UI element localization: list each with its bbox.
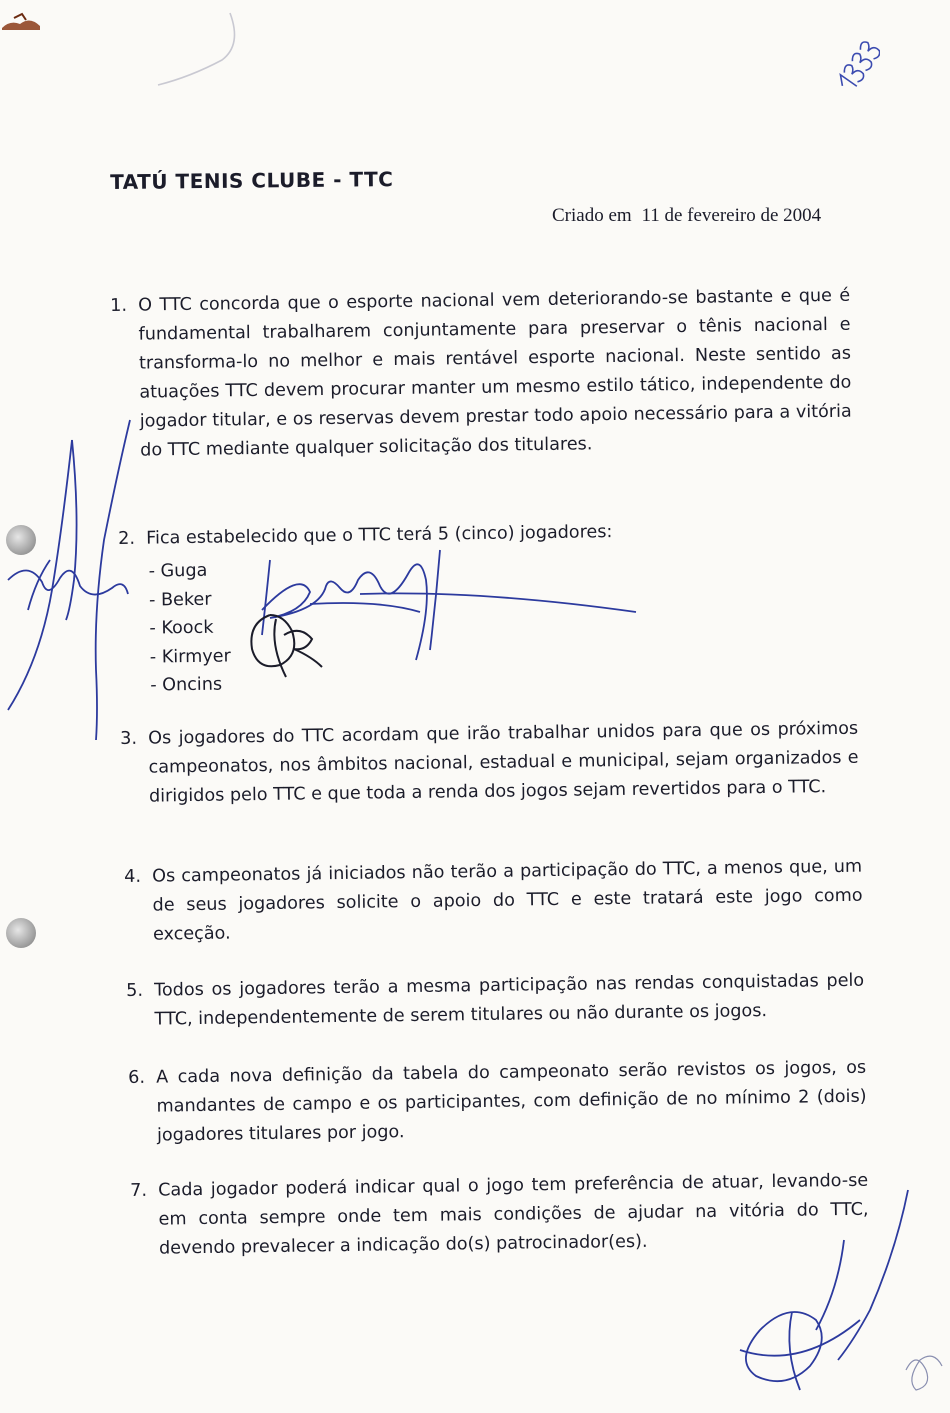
clause-4: [124, 853, 863, 950]
clause-7: [130, 1167, 869, 1264]
clause-number: 2.: [118, 528, 136, 549]
clause-text: Cada jogador poderá indicar qual o jogo tem preferência de atuar, levando-se em conta sempre onde tem mais condições de ajudar na vitória do TTC, devendo prevalecer a indicação do(s) patrocinador(es).: [158, 1170, 869, 1259]
clause-5: [126, 967, 865, 1035]
clause-number: 6.: [128, 1067, 146, 1088]
clause-number: 3.: [120, 728, 138, 749]
scan-artifact: [0, 10, 42, 32]
clause-2: [118, 517, 680, 700]
punch-hole: [6, 525, 36, 555]
clause-number: 4.: [124, 866, 142, 887]
clause-text: Os campeonatos já iniciados não terão a participação do TTC, a menos que, um de seus jogadores solicite o apoio do TTC e este tratará este jogo como exceção.: [152, 856, 863, 945]
player-item: - Guga: [148, 550, 678, 586]
document-title: TATÚ TENIS CLUBE - TTC: [110, 167, 394, 194]
player-item: - Koock: [149, 607, 679, 643]
clause-6: [128, 1054, 867, 1151]
clause-3: [120, 715, 859, 812]
clause-text: O TTC concorda que o esporte nacional vem deteriorando-se bastante e que é fundamental trabalharem conjuntamente para preservar o tênis nacional e transforma-lo no melhor e mais rentável esporte nacional. Neste sentido as atuações TTC devem procurar manter um mesmo estilo tático, independente do jogador titular, e os reservas devem prestar todo apoio necessário para a vitória do TTC mediante qualquer solicitação dos titulares.: [138, 285, 852, 461]
faint-stroke: [150, 5, 260, 90]
clause-number: 5.: [126, 980, 144, 1001]
creation-date-value: 11 de fevereiro de 2004: [641, 205, 822, 226]
handwritten-page-number-mark: [825, 40, 880, 95]
clause-text: Fica estabelecido que o TTC terá 5 (cinco) jogadores:: [146, 522, 613, 549]
clause-number: 1.: [110, 295, 128, 316]
player-item: - Kirmyer: [150, 636, 680, 672]
creation-date: [552, 205, 826, 227]
clause-text: Todos os jogadores terão a mesma participação nas rendas conquistadas pelo TTC, independentemente de serem titulares ou não durante os jogos.: [154, 970, 865, 1030]
creation-date-label: Criado em: [552, 205, 632, 226]
clause-number: 7.: [130, 1180, 148, 1201]
player-item: - Oncins: [150, 664, 680, 700]
clause-text: Os jogadores do TTC acordam que irão trabalhar unidos para que os próximos campeonatos, nos âmbitos nacional, estadual e municipal, sejam organizados e dirigidos pelo TTC e que toda a renda dos jogos sejam revertidos para o TTC.: [148, 718, 859, 807]
clause-1: [110, 282, 852, 466]
punch-hole: [6, 918, 36, 948]
clause-text: A cada nova definição da tabela do campeonato serão revistos os jogos, os mandantes de campo e os participantes, com definição de no mínimo 2 (dois) jogadores titulares por jogo.: [156, 1057, 867, 1146]
player-list: [148, 550, 680, 700]
player-item: - Beker: [149, 579, 679, 615]
